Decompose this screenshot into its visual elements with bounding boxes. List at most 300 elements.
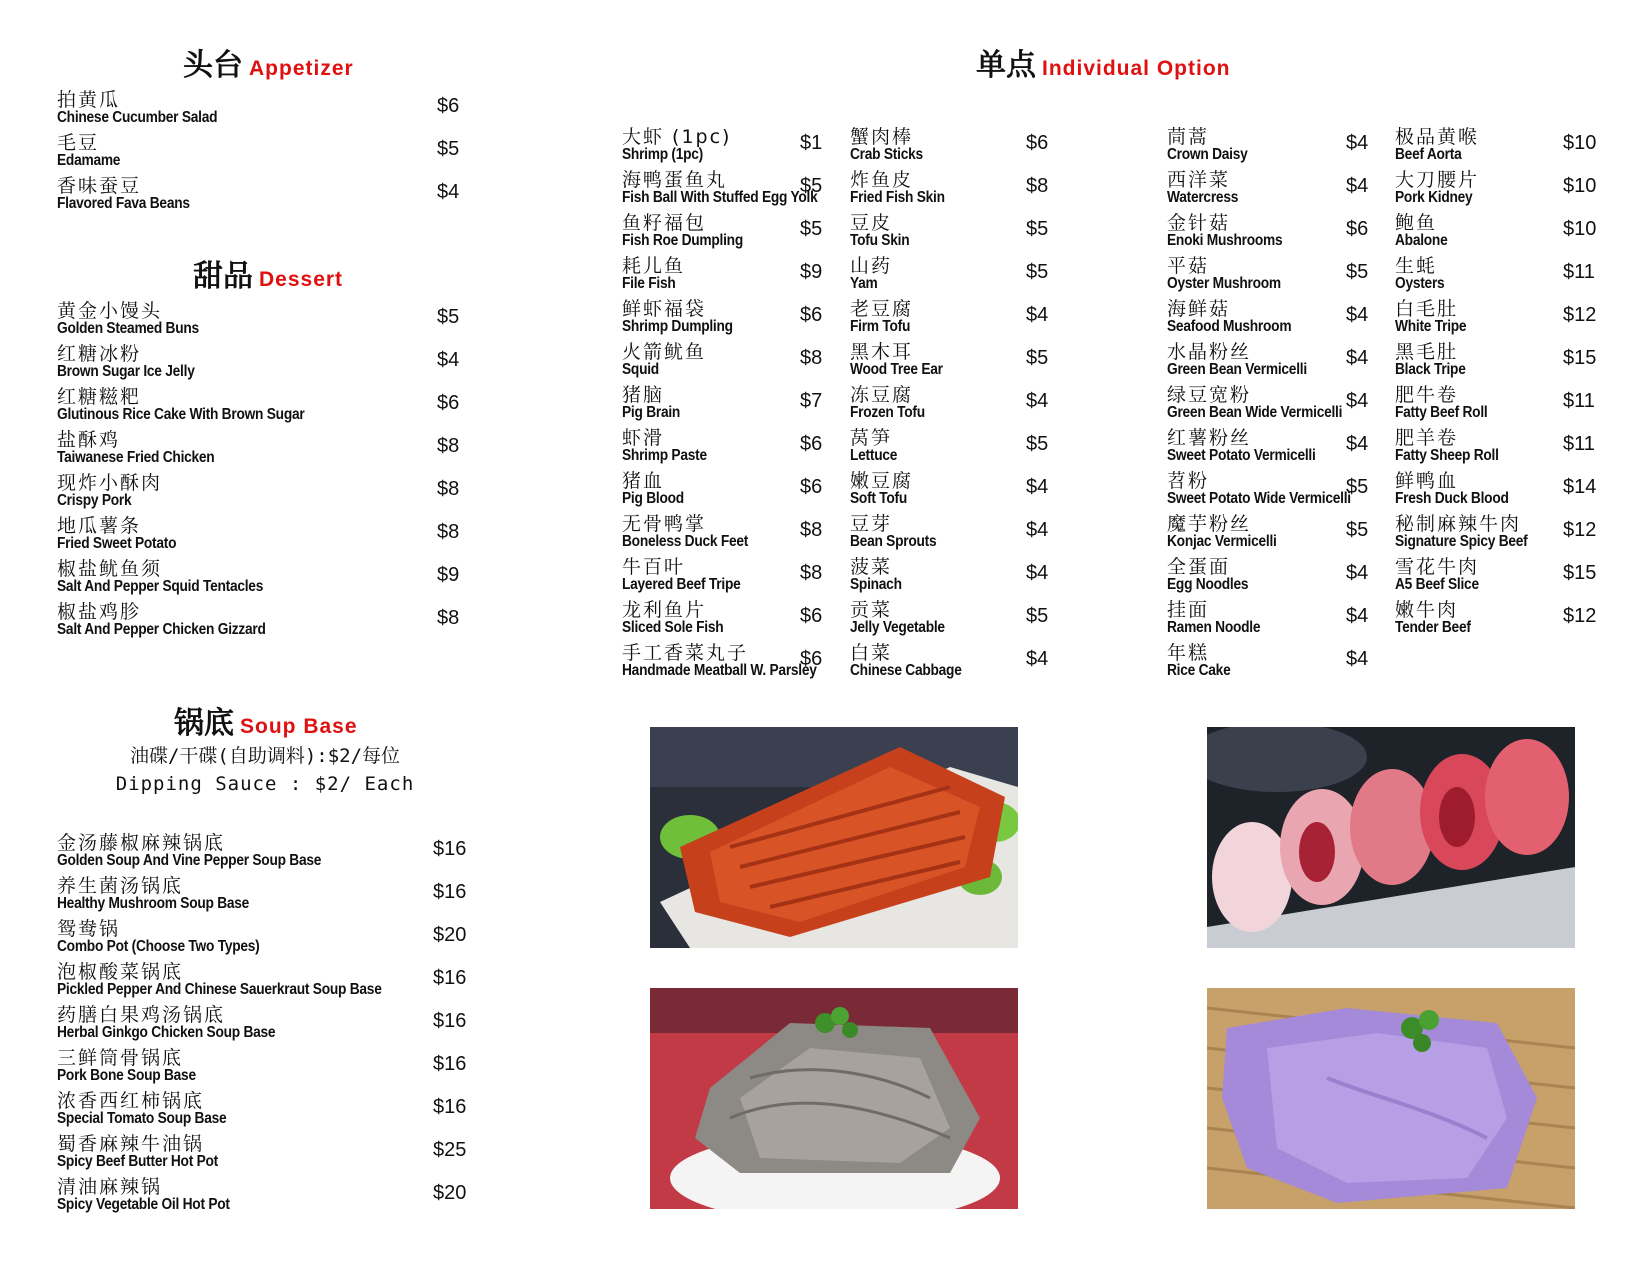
item-name-zh: 红糖糍粑 — [57, 386, 142, 408]
item-name-en: Spicy Beef Butter Hot Pot — [57, 1153, 218, 1170]
item-name-zh: 鸳鸯锅 — [57, 918, 121, 940]
item-price: $16 — [433, 967, 467, 989]
item-name-en: Healthy Mushroom Soup Base — [57, 895, 250, 912]
appetizer-title-en: Appetizer — [249, 57, 354, 80]
item-name-en: Glutinous Rice Cake With Brown Sugar — [57, 406, 305, 423]
item-name-en: Herbal Ginkgo Chicken Soup Base — [57, 1024, 276, 1041]
individual-item — [850, 169, 1086, 209]
item-name-zh: 海鲜菇 — [1167, 298, 1231, 320]
item-name-en: Salt And Pepper Chicken Gizzard — [57, 621, 266, 638]
item-name-zh: 虾滑 — [622, 427, 665, 449]
item-name-en: Rice Cake — [1167, 662, 1231, 679]
individual-item — [850, 427, 1086, 467]
individual-item — [850, 556, 1086, 596]
item-price: $5 — [1026, 218, 1049, 240]
item-price: $4 — [1346, 433, 1369, 455]
item-name-en: Tofu Skin — [850, 232, 910, 249]
item-price: $16 — [433, 881, 467, 903]
item-name-zh: 三鲜筒骨锅底 — [57, 1047, 184, 1069]
item-price: $8 — [800, 347, 823, 369]
individual-item — [1167, 212, 1406, 252]
individual-item — [850, 126, 1086, 166]
item-price: $11 — [1563, 261, 1595, 283]
item-price: $4 — [1346, 390, 1369, 412]
item-name-en: Edamame — [57, 152, 121, 169]
item-name-zh: 大刀腰片 — [1395, 169, 1480, 191]
dessert-item — [57, 343, 497, 383]
item-name-zh: 金汤藤椒麻辣锅底 — [57, 832, 226, 854]
item-name-en: Handmade Meatball W. Parsley — [622, 662, 817, 679]
item-price: $9 — [437, 564, 460, 586]
item-name-en: Fried Fish Skin — [850, 189, 945, 206]
item-name-zh: 黑毛肚 — [1395, 341, 1459, 363]
appetizer-item — [57, 175, 497, 215]
item-name-zh: 鱼籽福包 — [622, 212, 707, 234]
item-name-zh: 豆芽 — [850, 513, 893, 535]
item-name-en: Yam — [850, 275, 878, 292]
item-name-zh: 白菜 — [850, 642, 893, 664]
item-name-en: Abalone — [1395, 232, 1448, 249]
item-name-en: White Tripe — [1395, 318, 1467, 335]
dessert-item — [57, 386, 497, 426]
individual-item — [1167, 255, 1406, 295]
item-name-zh: 全蛋面 — [1167, 556, 1231, 578]
individual-item — [1395, 556, 1623, 596]
item-name-zh: 莴笋 — [850, 427, 893, 449]
item-price: $10 — [1563, 132, 1597, 154]
item-price: $4 — [1346, 605, 1369, 627]
item-price: $6 — [800, 648, 823, 670]
individual-item — [850, 298, 1086, 338]
individual-item — [622, 126, 860, 166]
individual-item — [622, 255, 860, 295]
item-name-zh: 肥羊卷 — [1395, 427, 1459, 449]
item-price: $9 — [800, 261, 823, 283]
item-name-zh: 鲜鸭血 — [1395, 470, 1459, 492]
individual-item — [1395, 169, 1623, 209]
individual-item — [622, 513, 860, 553]
item-name-zh: 现炸小酥肉 — [57, 472, 163, 494]
item-name-en: Signature Spicy Beef — [1395, 533, 1528, 550]
soup-base-item — [57, 1090, 493, 1130]
soup-base-title — [174, 706, 358, 741]
item-price: $6 — [1026, 132, 1049, 154]
item-price: $6 — [437, 392, 460, 414]
item-price: $4 — [1346, 347, 1369, 369]
dessert-title-en: Dessert — [259, 268, 344, 291]
item-price: $8 — [437, 607, 460, 629]
item-price: $15 — [1563, 347, 1597, 369]
item-name-zh: 生蚝 — [1395, 255, 1438, 277]
item-price: $12 — [1563, 519, 1597, 541]
item-name-zh: 水晶粉丝 — [1167, 341, 1252, 363]
item-name-zh: 药膳白果鸡汤锅底 — [57, 1004, 226, 1026]
item-price: $5 — [1026, 433, 1049, 455]
individual-item — [850, 642, 1086, 682]
item-name-zh: 黑木耳 — [850, 341, 914, 363]
item-price: $1 — [800, 132, 823, 154]
appetizer-title — [183, 48, 354, 83]
item-name-en: Sweet Potato Wide Vermicelli — [1167, 490, 1351, 507]
item-name-en: Fatty Sheep Roll — [1395, 447, 1499, 464]
individual-item — [1167, 642, 1406, 682]
item-name-zh: 蜀香麻辣牛油锅 — [57, 1133, 205, 1155]
item-name-en: Oysters — [1395, 275, 1445, 292]
item-price: $14 — [1563, 476, 1597, 498]
item-price: $6 — [800, 304, 823, 326]
item-name-zh: 山药 — [850, 255, 893, 277]
individual-item — [850, 599, 1086, 639]
item-price: $16 — [433, 1053, 467, 1075]
item-name-zh: 泡椒酸菜锅底 — [57, 961, 184, 983]
soup-base-item — [57, 1004, 493, 1044]
item-price: $4 — [1346, 648, 1369, 670]
item-name-en: Jelly Vegetable — [850, 619, 945, 636]
individual-item — [1395, 599, 1623, 639]
individual-item — [1395, 427, 1623, 467]
item-price: $6 — [1346, 218, 1369, 240]
appetizer-item — [57, 89, 497, 129]
item-name-en: Seafood Mushroom — [1167, 318, 1292, 335]
individual-title — [976, 48, 1231, 83]
item-name-en: Beef Aorta — [1395, 146, 1462, 163]
item-name-en: Salt And Pepper Squid Tentacles — [57, 578, 264, 595]
item-name-en: Boneless Duck Feet — [622, 533, 749, 550]
item-name-en: Tender Beef — [1395, 619, 1471, 636]
individual-item — [1395, 513, 1623, 553]
item-price: $5 — [1026, 605, 1049, 627]
item-name-zh: 西洋菜 — [1167, 169, 1231, 191]
soup-base-item — [57, 918, 493, 958]
item-name-en: Pickled Pepper And Chinese Sauerkraut Soup Base — [57, 981, 382, 998]
soup-base-item — [57, 832, 493, 872]
item-name-en: Fish Ball With Stuffed Egg Yolk — [622, 189, 818, 206]
item-name-zh: 秘制麻辣牛肉 — [1395, 513, 1522, 535]
individual-item — [1395, 341, 1623, 381]
item-name-en: Combo Pot (Choose Two Types) — [57, 938, 260, 955]
item-price: $25 — [433, 1139, 467, 1161]
item-name-zh: 无骨鸭掌 — [622, 513, 707, 535]
individual-item — [622, 470, 860, 510]
item-price: $11 — [1563, 390, 1595, 412]
individual-item — [622, 341, 860, 381]
individual-item — [1167, 384, 1406, 424]
soup-base-item — [57, 875, 493, 915]
item-name-en: Fish Roe Dumpling — [622, 232, 743, 249]
item-price: $8 — [437, 478, 460, 500]
item-name-en: A5 Beef Slice — [1395, 576, 1479, 593]
item-name-en: Black Tripe — [1395, 361, 1466, 378]
item-price: $16 — [433, 1096, 467, 1118]
item-price: $12 — [1563, 304, 1597, 326]
item-name-zh: 猪脑 — [622, 384, 665, 406]
item-name-zh: 冻豆腐 — [850, 384, 914, 406]
item-price: $8 — [800, 562, 823, 584]
item-price: $6 — [800, 476, 823, 498]
item-name-en: Chinese Cucumber Salad — [57, 109, 218, 126]
item-price: $4 — [1346, 132, 1369, 154]
item-name-zh: 椒盐鸡胗 — [57, 601, 142, 623]
individual-item — [1395, 126, 1623, 166]
item-name-en: Shrimp Paste — [622, 447, 707, 464]
item-price: $4 — [1026, 562, 1049, 584]
item-name-en: Green Bean Wide Vermicelli — [1167, 404, 1343, 421]
item-name-zh: 绿豆宽粉 — [1167, 384, 1252, 406]
item-name-zh: 菠菜 — [850, 556, 893, 578]
dessert-item — [57, 515, 497, 555]
appetizer-item — [57, 132, 497, 172]
item-price: $20 — [433, 924, 467, 946]
item-name-en: Special Tomato Soup Base — [57, 1110, 227, 1127]
item-name-zh: 红糖冰粉 — [57, 343, 142, 365]
item-name-en: File Fish — [622, 275, 676, 292]
individual-item — [622, 642, 860, 682]
spicy-beef-photo-icon — [650, 727, 1018, 948]
item-name-en: Pork Bone Soup Base — [57, 1067, 196, 1084]
item-price: $4 — [1026, 390, 1049, 412]
individual-item — [1167, 427, 1406, 467]
item-price: $16 — [433, 1010, 467, 1032]
item-price: $5 — [800, 175, 823, 197]
item-name-en: Brown Sugar Ice Jelly — [57, 363, 195, 380]
item-price: $5 — [1346, 476, 1369, 498]
item-price: $4 — [1026, 519, 1049, 541]
soup-base-title-zh: 锅底 — [174, 706, 234, 741]
individual-item — [1167, 556, 1406, 596]
item-price: $4 — [437, 349, 460, 371]
item-name-en: Pork Kidney — [1395, 189, 1473, 206]
item-name-zh: 雪花牛肉 — [1395, 556, 1480, 578]
item-name-en: Chinese Cabbage — [850, 662, 962, 679]
soup-base-item — [57, 961, 493, 1001]
item-name-zh: 香味蚕豆 — [57, 175, 142, 197]
individual-item — [1395, 212, 1623, 252]
individual-item — [1395, 384, 1623, 424]
item-name-en: Shrimp Dumpling — [622, 318, 733, 335]
individual-item — [850, 470, 1086, 510]
item-price: $5 — [1346, 519, 1369, 541]
individual-item — [622, 212, 860, 252]
dipping-sauce-note-en: Dipping Sauce : $2/ Each — [115, 773, 415, 795]
purple-sliced-photo-icon — [1207, 988, 1575, 1209]
item-price: $7 — [800, 390, 823, 412]
individual-item — [622, 599, 860, 639]
item-name-zh: 蟹肉棒 — [850, 126, 914, 148]
individual-item — [622, 556, 860, 596]
item-name-en: Konjac Vermicelli — [1167, 533, 1277, 550]
item-price: $4 — [1026, 648, 1049, 670]
tripe-photo-icon — [650, 988, 1018, 1209]
individual-title-zh: 单点 — [976, 48, 1036, 83]
item-name-en: Sliced Sole Fish — [622, 619, 724, 636]
individual-item — [1167, 470, 1406, 510]
item-price: $8 — [437, 521, 460, 543]
item-price: $5 — [437, 306, 460, 328]
individual-item — [1167, 126, 1406, 166]
item-name-en: Fresh Duck Blood — [1395, 490, 1509, 507]
item-name-en: Spicy Vegetable Oil Hot Pot — [57, 1196, 230, 1213]
dessert-item — [57, 558, 497, 598]
item-name-zh: 老豆腐 — [850, 298, 914, 320]
item-name-zh: 平菇 — [1167, 255, 1210, 277]
item-price: $12 — [1563, 605, 1597, 627]
item-price: $4 — [1026, 476, 1049, 498]
item-name-zh: 嫩豆腐 — [850, 470, 914, 492]
item-name-zh: 炸鱼皮 — [850, 169, 914, 191]
item-name-en: Fatty Beef Roll — [1395, 404, 1488, 421]
item-name-zh: 地瓜薯条 — [57, 515, 142, 537]
item-name-en: Frozen Tofu — [850, 404, 925, 421]
item-price: $15 — [1563, 562, 1597, 584]
item-name-en: Enoki Mushrooms — [1167, 232, 1283, 249]
individual-item — [1167, 513, 1406, 553]
item-name-zh: 极品黄喉 — [1395, 126, 1480, 148]
individual-item — [1395, 470, 1623, 510]
soup-base-item — [57, 1133, 493, 1173]
item-price: $6 — [800, 605, 823, 627]
item-price: $4 — [1346, 304, 1369, 326]
item-price: $11 — [1563, 433, 1595, 455]
item-name-en: Egg Noodles — [1167, 576, 1249, 593]
item-name-en: Taiwanese Fried Chicken — [57, 449, 215, 466]
dessert-item — [57, 429, 497, 469]
item-name-zh: 黄金小馒头 — [57, 300, 163, 322]
individual-item — [850, 384, 1086, 424]
item-name-en: Green Bean Vermicelli — [1167, 361, 1307, 378]
dipping-sauce-note-zh: 油碟/干碟(自助调料):$2/每位 — [129, 745, 401, 767]
item-name-zh: 茼蒿 — [1167, 126, 1210, 148]
item-price: $10 — [1563, 175, 1597, 197]
item-price: $16 — [433, 838, 467, 860]
item-name-en: Ramen Noodle — [1167, 619, 1261, 636]
item-price: $4 — [1346, 175, 1369, 197]
item-name-zh: 海鸭蛋鱼丸 — [622, 169, 728, 191]
item-name-en: Layered Beef Tripe — [622, 576, 741, 593]
dessert-item — [57, 300, 497, 340]
individual-item — [1167, 599, 1406, 639]
item-name-en: Soft Tofu — [850, 490, 908, 507]
item-name-zh: 毛豆 — [57, 132, 100, 154]
item-name-zh: 牛百叶 — [622, 556, 686, 578]
item-name-zh: 拍黄瓜 — [57, 89, 121, 111]
item-name-en: Wood Tree Ear — [850, 361, 943, 378]
item-name-zh: 鲍鱼 — [1395, 212, 1438, 234]
item-name-zh: 椒盐鱿鱼须 — [57, 558, 163, 580]
item-name-zh: 金针菇 — [1167, 212, 1231, 234]
item-name-en: Oyster Mushroom — [1167, 275, 1281, 292]
item-name-en: Spinach — [850, 576, 902, 593]
item-name-zh: 清油麻辣锅 — [57, 1176, 163, 1198]
item-price: $8 — [437, 435, 460, 457]
item-price: $5 — [1346, 261, 1369, 283]
item-price: $4 — [437, 181, 460, 203]
item-name-en: Shrimp (1pc) — [622, 146, 704, 163]
item-name-zh: 挂面 — [1167, 599, 1210, 621]
individual-item — [850, 255, 1086, 295]
individual-item — [622, 169, 860, 209]
item-name-en: Crown Daisy — [1167, 146, 1248, 163]
item-name-en: Golden Soup And Vine Pepper Soup Base — [57, 852, 322, 869]
item-price: $5 — [800, 218, 823, 240]
individual-item — [850, 341, 1086, 381]
item-name-zh: 浓香西红柿锅底 — [57, 1090, 205, 1112]
item-price: $5 — [1026, 347, 1049, 369]
beef-roll-photo-icon — [1207, 727, 1575, 948]
individual-item — [622, 298, 860, 338]
appetizer-title-zh: 头台 — [183, 48, 243, 83]
item-name-zh: 红薯粉丝 — [1167, 427, 1252, 449]
item-name-zh: 养生菌汤锅底 — [57, 875, 184, 897]
item-price: $6 — [800, 433, 823, 455]
item-name-en: Flavored Fava Beans — [57, 195, 190, 212]
item-name-en: Crispy Pork — [57, 492, 132, 509]
individual-item — [622, 384, 860, 424]
item-name-zh: 苕粉 — [1167, 470, 1210, 492]
individual-item — [1395, 255, 1623, 295]
item-price: $10 — [1563, 218, 1597, 240]
item-price: $4 — [1026, 304, 1049, 326]
item-name-en: Fried Sweet Potato — [57, 535, 177, 552]
individual-item — [1395, 298, 1623, 338]
item-name-en: Firm Tofu — [850, 318, 911, 335]
individual-title-en: Individual Option — [1042, 57, 1231, 80]
item-name-zh: 魔芋粉丝 — [1167, 513, 1252, 535]
item-name-zh: 盐酥鸡 — [57, 429, 121, 451]
individual-item — [1167, 341, 1406, 381]
item-price: $20 — [433, 1182, 467, 1204]
item-name-en: Golden Steamed Buns — [57, 320, 199, 337]
item-name-zh: 贡菜 — [850, 599, 893, 621]
item-name-zh: 白毛肚 — [1395, 298, 1459, 320]
item-price: $4 — [1346, 562, 1369, 584]
item-name-en: Watercress — [1167, 189, 1239, 206]
item-name-zh: 手工香菜丸子 — [622, 642, 749, 664]
item-name-en: Pig Blood — [622, 490, 684, 507]
item-name-en: Bean Sprouts — [850, 533, 937, 550]
item-name-zh: 豆皮 — [850, 212, 893, 234]
soup-base-item — [57, 1176, 493, 1216]
item-name-en: Squid — [622, 361, 659, 378]
item-name-zh: 嫩牛肉 — [1395, 599, 1459, 621]
soup-base-title-en: Soup Base — [240, 715, 358, 738]
item-name-zh: 鲜虾福袋 — [622, 298, 707, 320]
item-name-zh: 年糕 — [1167, 642, 1210, 664]
item-price: $6 — [437, 95, 460, 117]
item-name-zh: 龙利鱼片 — [622, 599, 707, 621]
item-name-en: Sweet Potato Vermicelli — [1167, 447, 1316, 464]
individual-item — [622, 427, 860, 467]
item-name-en: Crab Sticks — [850, 146, 923, 163]
individual-item — [850, 513, 1086, 553]
item-name-zh: 肥牛卷 — [1395, 384, 1459, 406]
item-price: $5 — [437, 138, 460, 160]
dessert-title — [193, 259, 344, 294]
individual-item — [850, 212, 1086, 252]
item-name-en: Pig Brain — [622, 404, 681, 421]
item-price: $8 — [800, 519, 823, 541]
individual-item — [1167, 169, 1406, 209]
individual-item — [1167, 298, 1406, 338]
item-name-zh: 耗儿鱼 — [622, 255, 686, 277]
dessert-item — [57, 472, 497, 512]
item-name-en: Lettuce — [850, 447, 898, 464]
dessert-item — [57, 601, 497, 641]
item-name-zh: 火箭鱿鱼 — [622, 341, 707, 363]
item-name-zh: 大虾 (1pc) — [622, 126, 732, 148]
dessert-title-zh: 甜品 — [193, 259, 253, 294]
item-price: $5 — [1026, 261, 1049, 283]
item-name-zh: 猪血 — [622, 470, 665, 492]
